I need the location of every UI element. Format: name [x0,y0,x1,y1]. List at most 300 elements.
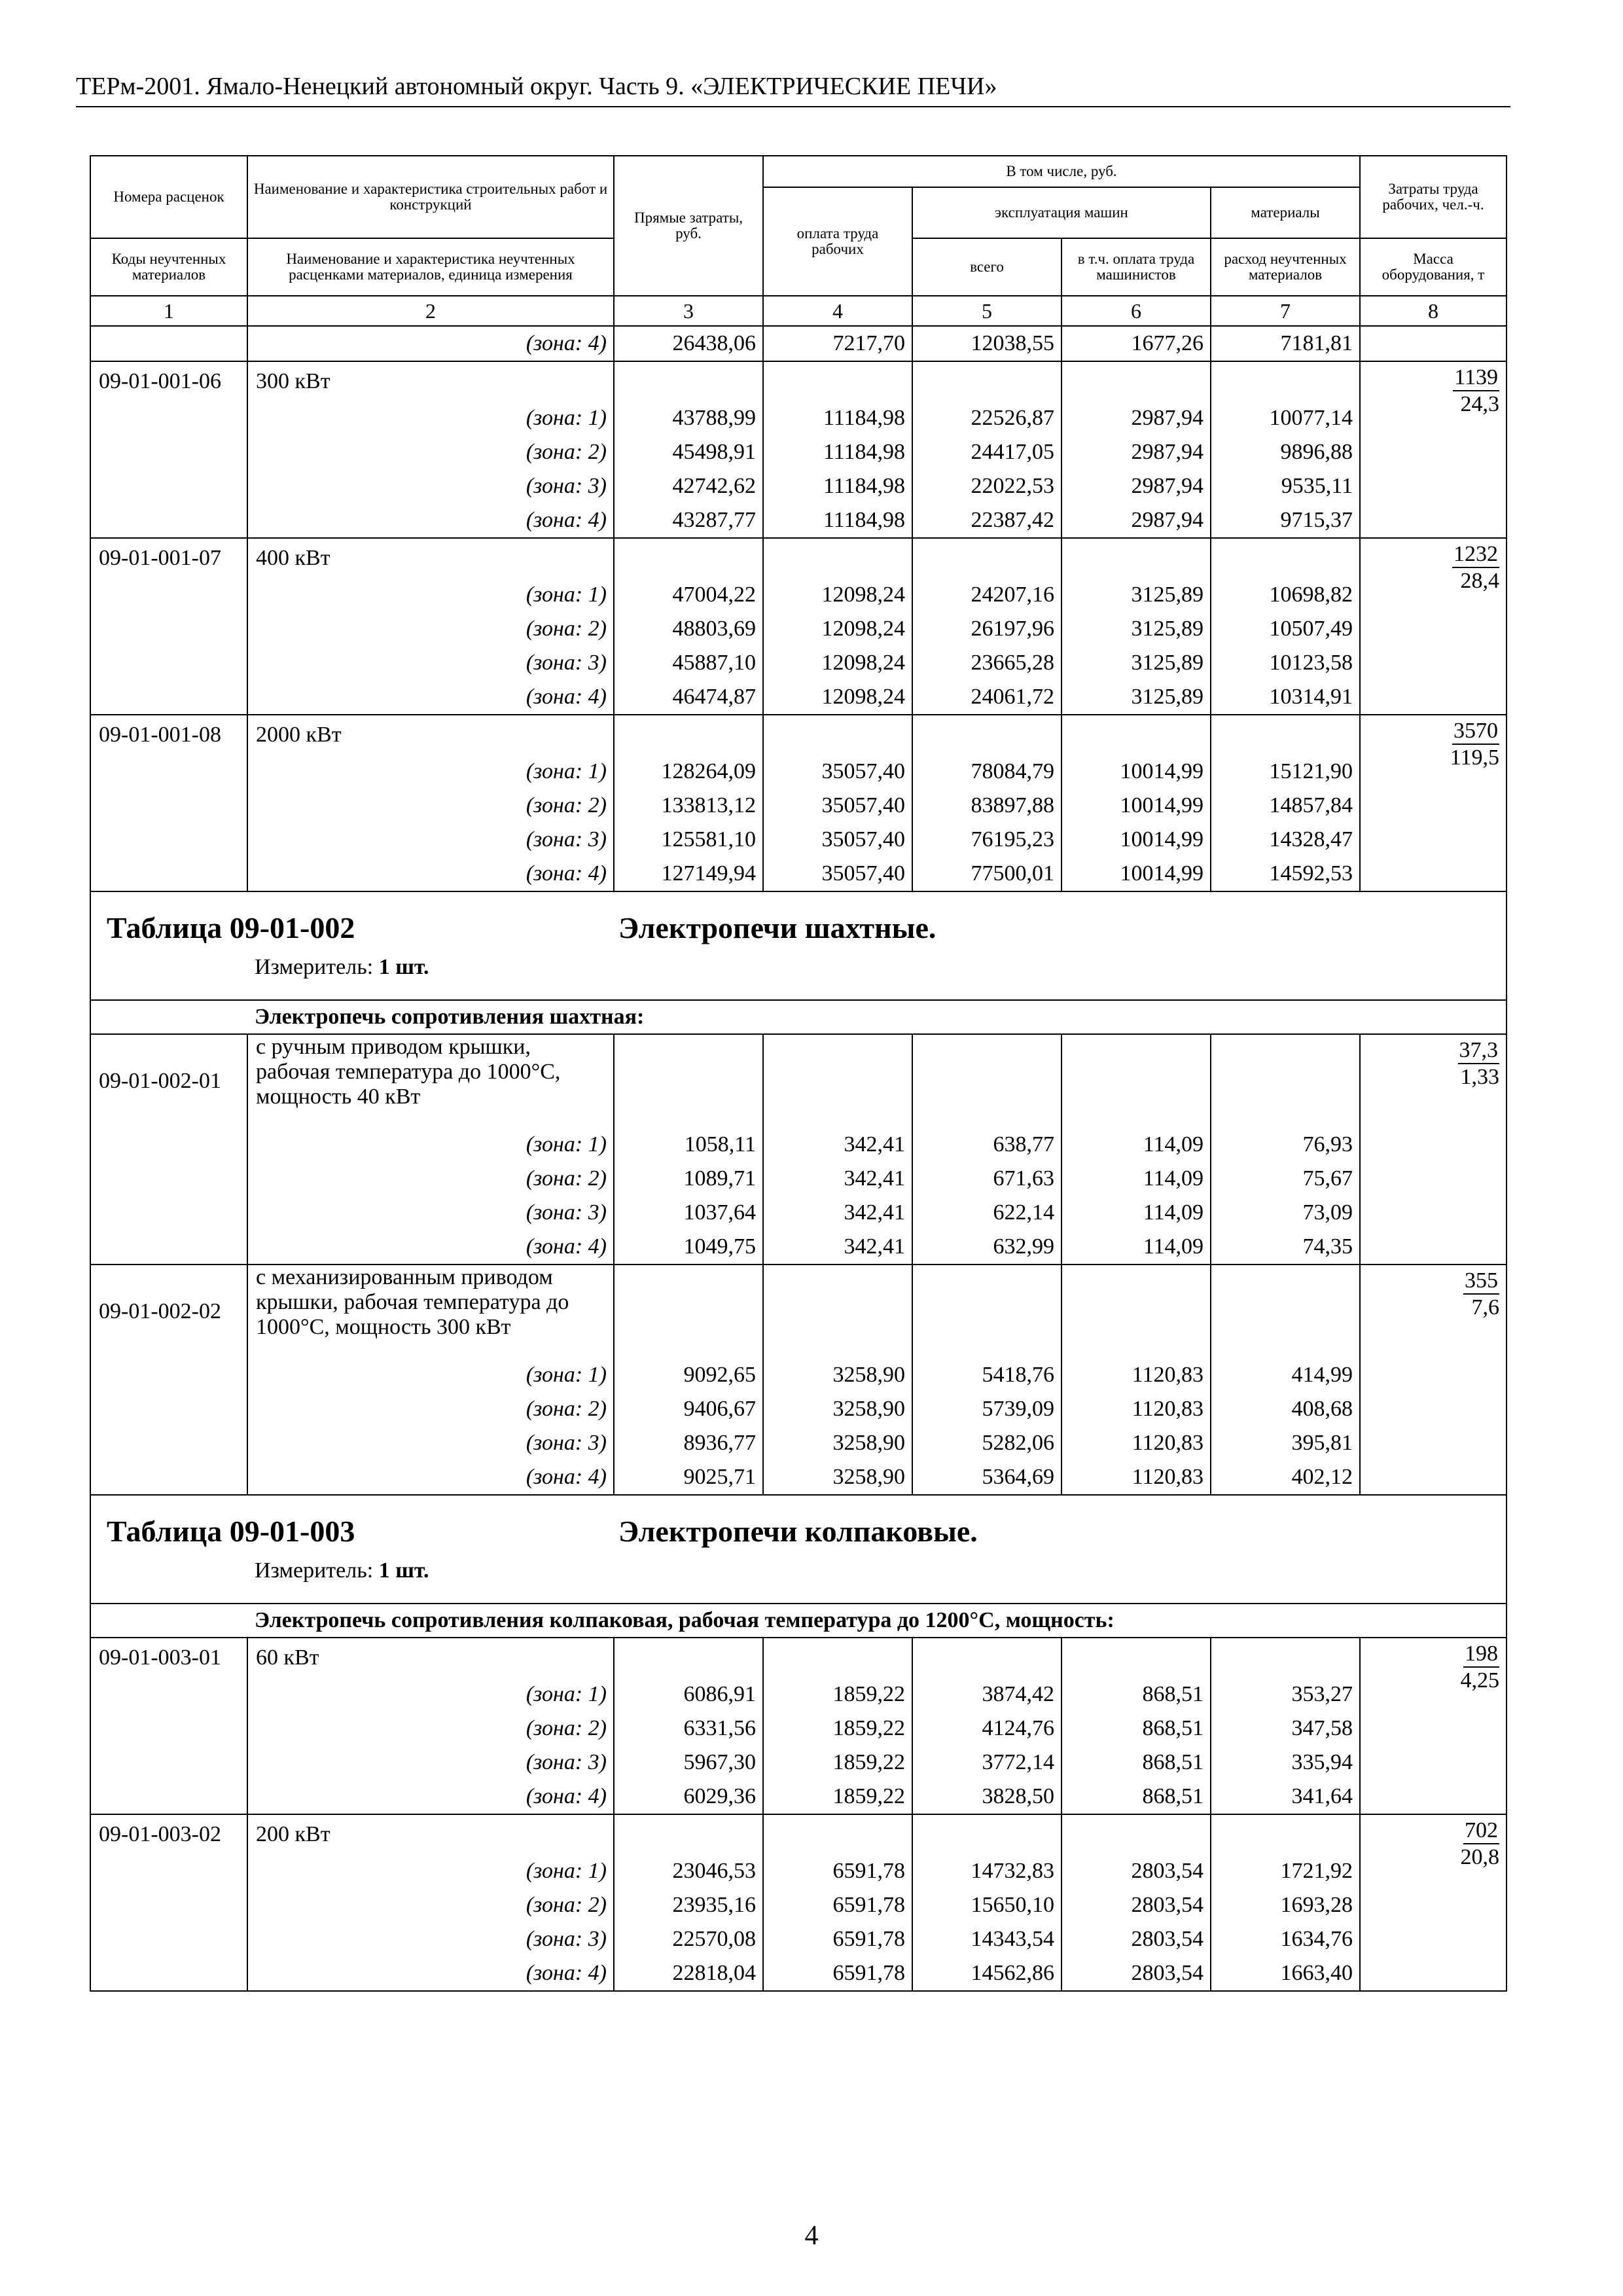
value: 1859,22 [832,1784,905,1808]
value-cell [763,715,912,891]
spacer [913,539,1054,578]
equipment-mass: 20,8 [1460,1845,1500,1869]
value: 1120,83 [1132,1363,1204,1387]
unit-value: 1 шт. [378,955,429,979]
value-cell [1211,1638,1360,1814]
value: 3772,14 [982,1750,1054,1774]
labor-hours: 355 [1463,1268,1499,1295]
value: 10014,99 [1120,793,1204,817]
value-cell [1061,1814,1211,1991]
value: 1634,76 [1280,1927,1353,1951]
unit-label: Измеритель: [255,955,374,979]
value: 1058,11 [684,1132,756,1157]
labor-row [1361,1268,1499,1295]
description-cell [247,1638,614,1814]
value: 342,41 [844,1166,905,1191]
value: 408,68 [1291,1397,1353,1421]
value: 22022,53 [971,474,1054,498]
spacer [615,1265,756,1358]
value: 35057,40 [821,827,905,852]
value: 10077,14 [1269,406,1353,430]
value: 24417,05 [971,440,1054,464]
value-cell [912,326,1061,361]
rates-grid [90,155,1507,1992]
value: 1120,83 [1132,1465,1204,1489]
value-cell [912,1034,1061,1265]
spacer [764,362,905,401]
value: 114,09 [1143,1234,1204,1259]
spacer [1062,1035,1204,1128]
labor-mass-cell [1360,538,1507,715]
value-cell [912,361,1061,538]
description-cell [247,538,614,715]
zone-label: (зона: 1) [526,583,607,607]
equipment-mass: 7,6 [1471,1295,1500,1319]
value: 395,81 [1291,1431,1353,1455]
value: 24207,16 [971,583,1054,607]
description-cell [247,361,614,538]
rate-row [90,1638,1507,1814]
value: 2803,54 [1131,1961,1204,1985]
value: 11184,98 [823,474,905,498]
value: 3874,42 [982,1682,1054,1706]
description-cell [247,715,614,891]
col3-header: Прямые затраты, руб. [614,156,763,296]
value-cell [912,715,1061,891]
value-cell [1061,715,1211,891]
zone-label: (зона: 4) [526,1465,607,1489]
value: 10014,99 [1120,827,1204,852]
value: 14732,83 [971,1859,1054,1883]
col1-header-bottom: Коды неучтенных материалов [90,238,247,296]
spacer [615,539,756,578]
col2-header-top: Наименование и характеристика строительных работ и конструкций [247,156,614,238]
value: 638,77 [993,1132,1054,1157]
value: 9715,37 [1280,508,1353,532]
labor-mass-fraction [1361,1815,1506,1871]
value: 45887,10 [672,651,756,675]
description: 200 кВт [256,1822,330,1846]
value: 1089,71 [683,1166,756,1191]
value: 342,41 [844,1200,905,1225]
value: 26197,96 [971,617,1054,641]
rate-row [90,715,1507,891]
value: 1037,64 [683,1200,756,1225]
equipment-mass: 24,3 [1460,392,1500,416]
value: 22387,42 [971,508,1054,532]
equipment-mass: 4,25 [1460,1668,1500,1693]
value: 35057,40 [821,759,905,783]
value: 12098,24 [821,617,905,641]
value: 11184,98 [823,440,905,464]
col-number: 6 [1061,296,1211,326]
value: 868,51 [1142,1784,1204,1808]
col-number: 5 [912,296,1061,326]
value: 2987,94 [1131,406,1204,430]
value-cell [614,1265,763,1495]
group-heading-row [90,1604,1507,1638]
value: 1859,22 [832,1750,905,1774]
spacer [764,1035,905,1128]
zone-label: (зона: 1) [526,1682,607,1706]
value: 75,67 [1302,1166,1353,1191]
table-number: Таблица 09-01-002 [107,911,355,944]
value-cell [763,361,912,538]
value-cell [1061,1034,1211,1265]
description-line: с ручным приводом крышки, [256,1035,531,1059]
value-cell [614,1638,763,1814]
description-block [256,1265,607,1358]
value: 12098,24 [821,651,905,675]
value: 46474,87 [672,685,756,709]
description-block [256,1035,607,1128]
table-title-row [90,891,1507,1000]
rate-code: 09-01-002-02 [99,1299,221,1323]
zone-label: (зона: 3) [526,1200,607,1225]
rate-code-slot [99,1035,247,1128]
spacer [615,362,756,401]
value: 347,58 [1291,1716,1353,1740]
value: 22570,08 [672,1927,756,1951]
value-cell [763,1034,912,1265]
zone-label: (зона: 1) [526,1859,607,1883]
spacer [1062,715,1204,755]
rate-row [90,1814,1507,1991]
value: 26438,06 [672,331,756,355]
labor-mass-cell [1360,1814,1507,1991]
description-cell [247,1034,614,1265]
spacer [764,1815,905,1854]
value: 402,12 [1291,1465,1353,1489]
value: 3125,89 [1131,685,1204,709]
rate-row [90,1034,1507,1265]
value-cell [912,1638,1061,1814]
col8-header-top: Затраты труда рабочих, чел.-ч. [1360,156,1507,238]
value: 3258,90 [832,1363,905,1387]
col-number: 8 [1360,296,1507,326]
table-unit [255,1558,429,1583]
value: 23046,53 [672,1859,756,1883]
table-title-cell [90,1495,1507,1604]
labor-hours: 702 [1463,1818,1499,1844]
value: 14343,54 [971,1927,1054,1951]
value: 868,51 [1142,1716,1204,1740]
value: 114,09 [1143,1132,1204,1157]
value-cell [1211,1814,1360,1991]
value: 9896,88 [1280,440,1353,464]
labor-mass-cell [1360,715,1507,891]
rate-row [90,538,1507,715]
value-cell [614,538,763,715]
rate-code: 09-01-002-01 [99,1069,221,1093]
rate-code-cell [90,1265,247,1495]
value-cell [614,361,763,538]
value: 76,93 [1302,1132,1353,1157]
spacer [913,1815,1054,1854]
labor-row [1361,365,1499,391]
zone-label: (зона: 4) [526,861,607,886]
value: 3258,90 [832,1431,905,1455]
value: 2987,94 [1131,474,1204,498]
value-cell [1211,1034,1360,1265]
value: 1721,92 [1280,1859,1353,1883]
rate-code-slot [99,362,247,401]
value: 2987,94 [1131,440,1204,464]
value: 133813,12 [661,793,756,817]
value: 1859,22 [832,1682,905,1706]
value: 335,94 [1291,1750,1353,1774]
zone-label: (зона: 2) [526,1166,607,1191]
description-line: 1000°С, мощность 300 кВт [256,1315,511,1339]
rate-code-cell [90,1034,247,1265]
rate-code-cell [90,1638,247,1814]
labor-hours: 1139 [1453,365,1499,391]
rate-code-cell [90,1814,247,1991]
value-cell [1211,1265,1360,1495]
value: 6029,36 [683,1784,756,1808]
labor-hours: 1232 [1452,542,1499,568]
zone-label: (зона: 3) [526,1431,607,1455]
value-cell [763,538,912,715]
col-number: 3 [614,296,763,326]
value: 671,63 [993,1166,1054,1191]
unit-label: Измеритель: [255,1558,374,1583]
spacer [1211,1815,1353,1854]
labor-mass-cell [1360,1265,1507,1495]
zone-label: (зона: 4) [526,685,607,709]
value: 23665,28 [971,651,1054,675]
col-number: 1 [90,296,247,326]
spacer [615,715,756,755]
spacer [1211,1035,1353,1128]
spacer [913,1638,1054,1677]
value: 10014,99 [1120,861,1204,886]
col4-header: оплата труда рабочих [763,187,912,296]
value: 83897,88 [971,793,1054,817]
value: 77500,01 [971,861,1054,886]
value: 10698,82 [1269,583,1353,607]
value: 10014,99 [1120,759,1204,783]
value: 1677,26 [1131,331,1204,355]
value: 622,14 [993,1200,1054,1225]
description-cell [247,326,614,361]
labor-hours: 198 [1463,1641,1499,1668]
value-cell [614,715,763,891]
carry-over-row [90,326,1507,361]
value: 1120,83 [1132,1397,1204,1421]
value: 1049,75 [683,1234,756,1259]
col2-header-bottom: Наименование и характеристика неучтенных расценками материалов, единица измерения [247,238,614,296]
value-cell [614,326,763,361]
value: 24061,72 [971,685,1054,709]
value: 43788,99 [672,406,756,430]
value: 5418,76 [982,1363,1054,1387]
description: 60 кВт [256,1645,319,1670]
value: 35057,40 [821,861,905,886]
value: 35057,40 [821,793,905,817]
description-cell [247,1814,614,1991]
value-cell [1061,361,1211,538]
value-cell [763,1265,912,1495]
rate-code-cell [90,715,247,891]
value: 2803,54 [1131,1927,1204,1951]
value: 10507,49 [1269,617,1353,641]
value: 6591,78 [832,1893,905,1917]
zone-label: (зона: 1) [526,759,607,783]
labor-mass-cell [1360,326,1507,361]
value: 22818,04 [672,1961,756,1985]
value: 5282,06 [982,1431,1054,1455]
zone-label: (зона: 2) [526,1397,607,1421]
value: 11184,98 [823,508,905,532]
value: 6086,91 [683,1682,756,1706]
spacer [764,539,905,578]
spacer [913,362,1054,401]
zone-label: (зона: 1) [526,406,607,430]
zone-label: (зона: 3) [526,474,607,498]
value: 12098,24 [821,685,905,709]
value: 9535,11 [1281,474,1353,498]
value: 3125,89 [1131,583,1204,607]
zone-label: (зона: 3) [526,651,607,675]
equipment-mass: 28,4 [1460,569,1500,593]
spacer [1211,1638,1353,1677]
rate-code-cell [90,361,247,538]
value: 43287,77 [672,508,756,532]
description-cell [247,1265,614,1495]
value: 47004,22 [672,583,756,607]
labor-mass-cell [1360,361,1507,538]
table-title: Электропечи колпаковые. [618,1515,978,1548]
labor-hours: 3570 [1452,719,1499,745]
value: 3125,89 [1131,651,1204,675]
machines-header: эксплуатация машин [912,187,1211,238]
col8-header-bottom: Масса оборудования, т [1360,238,1507,296]
value: 22526,87 [971,406,1054,430]
value: 11184,98 [823,406,905,430]
value-cell [1061,1265,1211,1495]
value-cell [912,538,1061,715]
value-cell [614,1034,763,1265]
zone-label: (зона: 2) [526,793,607,817]
rate-code-slot [99,539,247,578]
table-unit [255,955,429,980]
zone-label: (зона: 1) [526,1363,607,1387]
labor-row [1361,1641,1499,1668]
value-cell [1211,715,1360,891]
value: 353,27 [1291,1682,1353,1706]
value: 7217,70 [832,331,905,355]
value: 15650,10 [971,1893,1054,1917]
value: 12098,24 [821,583,905,607]
included-header: В том числе, руб. [763,156,1360,187]
description: 2000 кВт [256,723,342,747]
table-body [90,326,1507,1991]
value: 1663,40 [1280,1961,1353,1985]
labor-mass-fraction [1361,362,1506,418]
price-table [90,155,1506,1992]
group-heading: Электропечь сопротивления шахтная: [90,1000,1507,1034]
col5-header: всего [912,238,1061,296]
value: 14328,47 [1269,827,1353,852]
table-number: Таблица 09-01-003 [107,1515,355,1548]
value: 2987,94 [1131,508,1204,532]
labor-mass-fraction [1361,715,1506,771]
unit-value: 1 шт. [378,1558,429,1583]
value: 14562,86 [971,1961,1054,1985]
value: 868,51 [1142,1682,1204,1706]
value: 23935,16 [672,1893,756,1917]
col1-header-top: Номера расценок [90,156,247,238]
labor-mass-cell [1360,1638,1507,1814]
spacer [1062,1815,1204,1854]
value: 3258,90 [832,1397,905,1421]
value-cell [912,1265,1061,1495]
value: 128264,09 [661,759,756,783]
value: 2803,54 [1131,1893,1204,1917]
spacer [913,715,1054,755]
value: 1120,83 [1132,1431,1204,1455]
spacer [1062,1265,1204,1358]
value: 3125,89 [1131,617,1204,641]
rate-code-slot [99,715,247,755]
table-header [90,156,1507,326]
zone-label: (зона: 3) [526,827,607,852]
column-numbers [90,296,1507,326]
value: 5967,30 [683,1750,756,1774]
value-cell [1211,326,1360,361]
zone-label: (зона: 2) [526,617,607,641]
value: 3258,90 [832,1465,905,1489]
value: 7181,81 [1280,331,1353,355]
description-line: мощность 40 кВт [256,1085,421,1109]
spacer [615,1815,756,1854]
description: 400 кВт [256,546,330,570]
spacer [1211,715,1353,755]
value: 48803,69 [672,617,756,641]
rate-row [90,361,1507,538]
value: 9025,71 [683,1465,756,1489]
zone-label: (зона: 2) [526,1893,607,1917]
value: 45498,91 [672,440,756,464]
value: 14857,84 [1269,793,1353,817]
spacer [615,1638,756,1677]
value-cell [1061,538,1211,715]
spacer [1062,539,1204,578]
labor-mass-fraction [1361,539,1506,594]
value: 15121,90 [1269,759,1353,783]
rate-code-cell [90,538,247,715]
page-number: 4 [804,2221,819,2251]
labor-row [1361,1037,1499,1064]
table-title: Электропечи шахтные. [618,911,936,944]
labor-mass-fraction [1361,1035,1506,1090]
value-cell [614,1814,763,1991]
value: 10123,58 [1269,651,1353,675]
description-line: крышки, рабочая температура до [256,1290,569,1314]
rate-code-slot [99,1265,247,1358]
zone-label: (зона: 4) [526,1961,607,1985]
labor-mass-fraction [1361,1265,1506,1321]
col-number: 2 [247,296,614,326]
description-line: с механизированным приводом [256,1265,553,1289]
col-number: 4 [763,296,912,326]
spacer [1211,1265,1353,1358]
value-cell [1211,361,1360,538]
value-cell [1061,1638,1211,1814]
labor-row [1361,541,1499,568]
value: 12038,55 [971,331,1054,355]
